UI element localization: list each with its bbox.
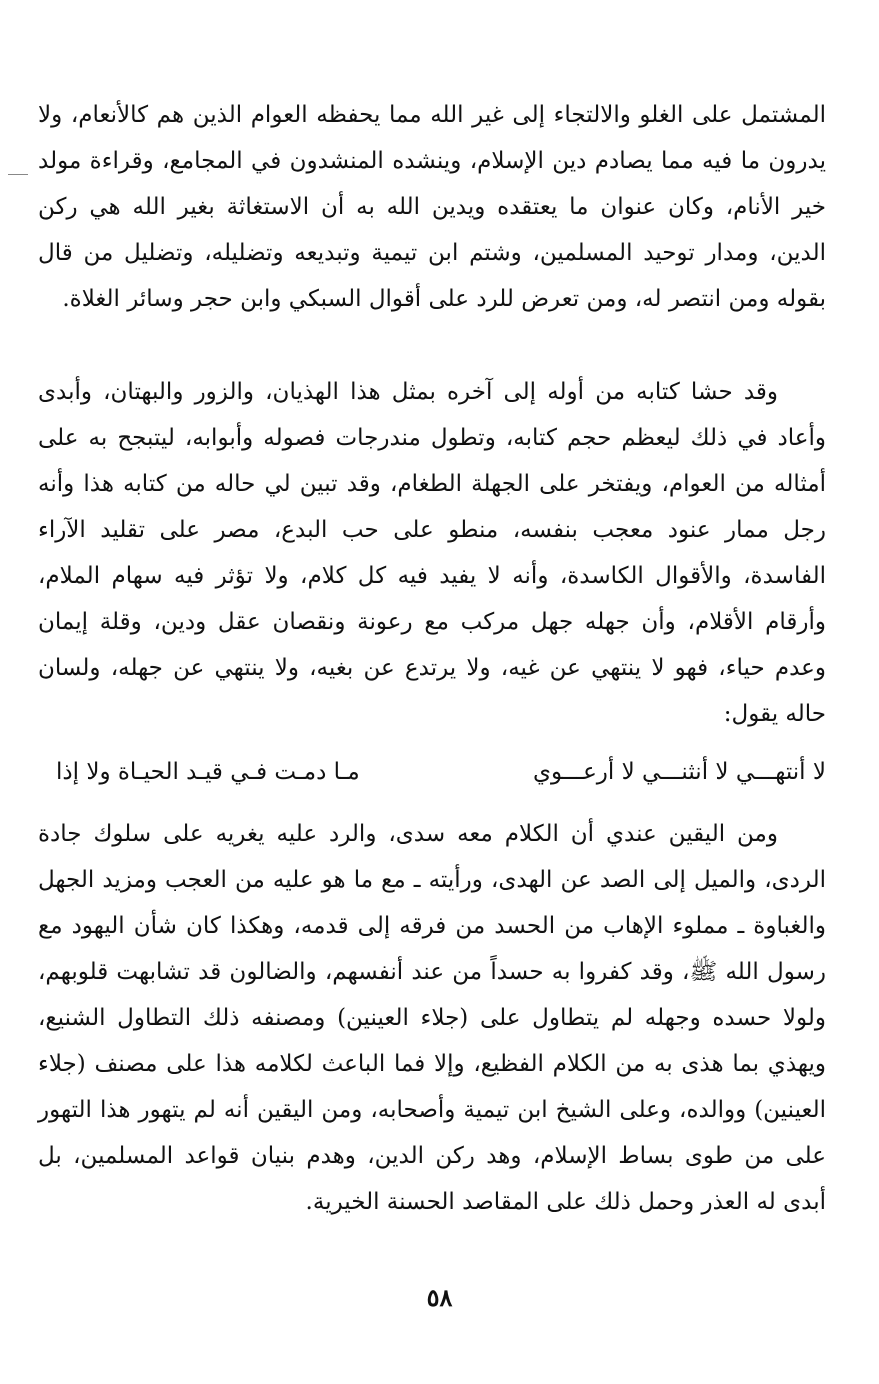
page-number: ٥٨: [426, 1283, 453, 1312]
poetry-verse: [38, 747, 826, 797]
verse-second-hemistich: مـا دمـت فـي قيـد الحيـاة ولا إذا: [56, 759, 360, 785]
margin-mark: [8, 174, 28, 175]
paragraph-2: وقد حشا كتابه من أوله إلى آخره بمثل هذا الهذيان، والزور والبهتان، وأبدى وأعاد في ذلك ليعظم حجم كتابه، وتطول مندرجات فصوله وأبوابه، ليتبجح به على أمثاله من العوام، ويفتخر على الجهلة الطغام، وقد تبين لي حاله من كتابه هذا وأنه رجل ممار عنود معجب بنفسه، منطو على حب البدع، مصر على تقليد الآراء الفاسدة، والأقوال الكاسدة، وأنه لا يفيد فيه كل كلام، ولا تؤثر فيه سهام الملام، وأرقام الأقلام، وأن جهله جهل مركب مع رعونة ونقصان عقل ودين، وقلة إيمان وعدم حياء، فهو لا ينتهي عن غيه، ولا يرتدع عن بغيه، ولا ينتهي عن جهله، ولسان حاله يقول:: [38, 379, 826, 727]
paragraph-1: المشتمل على الغلو والالتجاء إلى غير الله مما يحفظه العوام الذين هم كالأنعام، ولا يدرون ما فيه مما يصادم دين الإسلام، وينشده المنشدون في المجامع، وقراءة مولد خير الأنام، وكان عنوان ما يعتقده ويدين الله به أن الاستغاثة بغير الله هي ركن الدين، ومدار توحيد المسلمين، وشتم ابن تيمية وتبديعه وتضليله، وتضليل من قال بقوله ومن انتصر له، ومن تعرض للرد على أقوال السبكي وابن حجر وسائر الغلاة.: [38, 102, 826, 312]
verse-first-hemistich: لا أنتهـــي لا أنثنـــي لا أرعـــوي: [532, 759, 826, 785]
paragraph-3: ومن اليقين عندي أن الكلام معه سدى، والرد عليه يغريه على سلوك جادة الردى، والميل إلى الصد عن الهدى، ورأيته ـ مع ما هو عليه من العجب ومزيد الجهل والغباوة ـ مملوء الإهاب من الحسد من فرقه إلى قدمه، وهكذا كان شأن اليهود مع رسول الله ﷺ، وقد كفروا به حسداً من عند أنفسهم، والضالون قد تشابهت قلوبهم، ولولا حسده وجهله لم يتطاول على (جلاء العينين) ومصنفه ذلك التطاول الشنيع، ويهذي بما هذى به من الكلام الفظيع، وإلا فما الباعث لكلامه هذا على مصنف (جلاء العينين) ووالده، وعلى الشيخ ابن تيمية وأصحابه، ومن اليقين أنه لم يتهور هذا التهور على من طوى بساط الإسلام، وهد ركن الدين، وهدم بنيان قواعد المسلمين، بل أبدى له العذر وحمل ذلك على المقاصد الحسنة الخيرية.: [38, 821, 826, 1215]
